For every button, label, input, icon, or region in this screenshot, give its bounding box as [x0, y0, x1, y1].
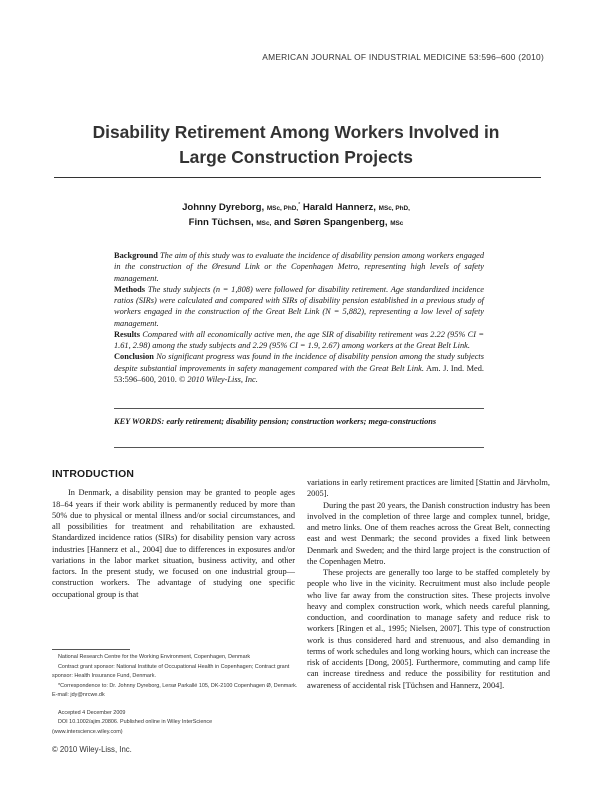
article-title	[40, 120, 552, 170]
running-head: AMERICAN JOURNAL OF INDUSTRIAL MEDICINE 53:596–600 (2010)	[262, 52, 544, 62]
title-line-1: Disability Retirement Among Workers Involved in	[92, 122, 500, 142]
footnote-grant: Contract grant sponsor: National Institute of Occupational Health in Copenhagen; Contract grant sponsor: Health Insurance Fund, Denmark.	[52, 663, 290, 679]
abstract-conclusion	[114, 351, 484, 385]
section-heading: INTRODUCTION	[52, 469, 135, 480]
body-paragraph: variations in early retirement practices are limited [Stattin and Järvholm, 2005].	[307, 478, 550, 499]
right-column	[307, 477, 550, 691]
abstract-text: The study subjects (n = 1,808) were followed for disability retirement. Age standardized incidence ratios (SIRs) were calculated and compared with SIRs of disability pension established in a previous study of workers engaged in the construction of the Great Belt Link (N = 5,882), representing a low level of safety management.	[114, 284, 485, 328]
footnote-accepted: Accepted 4 December 2009	[58, 709, 126, 716]
author-name: Johnny Dyreborg,	[182, 202, 265, 214]
author-list	[40, 198, 552, 231]
correspondence-mark: *	[298, 202, 301, 208]
abstract-head: Methods	[114, 284, 146, 294]
title-line-2: Large Construction Projects	[179, 147, 413, 167]
author-degree: MSc, PhD,	[266, 205, 299, 213]
footnote-rule	[52, 649, 130, 650]
footnote-correspondence: *Correspondence to: Dr. Johnny Dyreborg, Lersø Parkallé 105, DK-2100 Copenhagen Ø, Denmark. E-mail: jdy@nrcwe.dk	[52, 682, 298, 698]
footnotes	[52, 653, 298, 737]
abstract-background	[114, 250, 484, 284]
body-paragraph: These projects are generally too large to be staffed completely by people who live in the vicinity. Recruitment must also include people who live far away from the construction sites. These projects involve heavy and complex construction work, which needs careful planning, conduction, and coordination to manage safety and reduce risk to workers [Ringen et al., 1995; Nielsen, 2007]. This type of construction work is thus considered hard and strenuous, and also demanding in terms of work schedules and long working hours, which can increase the risk of accidents [Dong, 2005]. Furthermore, commuting and camp life can increase tiredness and reduce the possibility for restitution and awareness of accidental risk [Tüchsen and Hannerz, 2004].	[307, 568, 550, 690]
author-degree: MSc,	[256, 220, 272, 228]
author-name: Finn Tüchsen,	[188, 217, 254, 229]
footnote-site: (www.interscience.wiley.com)	[52, 728, 123, 735]
author-name: Harald Hannerz,	[302, 202, 376, 214]
abstract-results	[114, 329, 484, 352]
footnote-affiliation: National Research Centre for the Working Environment, Copenhagen, Denmark	[58, 654, 251, 660]
keywords-rule-top	[114, 408, 484, 409]
abstract-head: Results	[114, 329, 140, 339]
page-copyright: © 2010 Wiley-Liss, Inc.	[52, 745, 132, 754]
author-name: Søren Spangenberg,	[293, 217, 388, 229]
author-line-1	[40, 198, 552, 216]
title-rule	[54, 177, 541, 178]
body-paragraph: During the past 20 years, the Danish construction industry has been involved in the completion of three large and complex tunnel, bridge, and metro links. One of them reaches across the Great Belt, connecting east and west Denmark; the second provides a fixed link between Denmark and Sweden; and the third large project is the construction of the Copenhagen Metro.	[307, 500, 550, 566]
abstract-copyright: © 2010 Wiley-Liss, Inc.	[178, 374, 258, 384]
abstract-methods	[114, 284, 484, 329]
abstract-text: The aim of this study was to evaluate the incidence of disability pension among workers engaged in the construction of the Øresund Link or the Copenhagen Metro, representing high levels of safety management.	[114, 251, 484, 283]
abstract-head: Conclusion	[114, 352, 154, 362]
author-degree: MSc, PhD,	[378, 205, 410, 213]
left-column	[52, 469, 295, 600]
author-degree: MSc	[390, 220, 404, 228]
abstract-text: No significant progress was found in the incidence of disability pension among the study subjects despite substantial improvements in safety management compared with the Great Belt Link.	[114, 352, 484, 373]
author-conjunction: and	[273, 217, 292, 229]
body-paragraph: In Denmark, a disability pension may be granted to people ages 18–64 years if their work ability is permanently reduced by more than 50% due to physical or mental illness and/or social circumstances, and all possibilities for treatment and rehabilitation are exhausted. Standardized incidence ratios (SIRs) for disability pension vary across industries [Hannerz et al., 2004] due to differences in exposures and/or variations in the labor market situation, business activity, and other factors. In the present study, we focused on one industrial group—construction workers. The advantage of studying one specific occupational group is that	[52, 488, 295, 599]
citation: Am. J. Ind. Med. 53:596–600, 2010.	[114, 363, 484, 384]
abstract-text: Compared with all economically active men, the age SIR of disability retirement was 2.22 (95% CI = 1.61, 2.98) among the study subjects and 2.29 (95% CI = 1.9, 2.67) among workers at the Great Belt Link.	[114, 329, 484, 350]
abstract	[114, 250, 484, 385]
footnote-doi: DOI 10.1002/ajim.20806. Published online in Wiley InterScience	[58, 719, 213, 725]
abstract-head: Background	[114, 251, 158, 260]
keywords: KEY WORDS: early retirement; disability pension; construction workers; mega-constructions	[114, 417, 437, 426]
author-line-2	[40, 216, 552, 231]
keywords-rule-bottom	[114, 447, 484, 448]
